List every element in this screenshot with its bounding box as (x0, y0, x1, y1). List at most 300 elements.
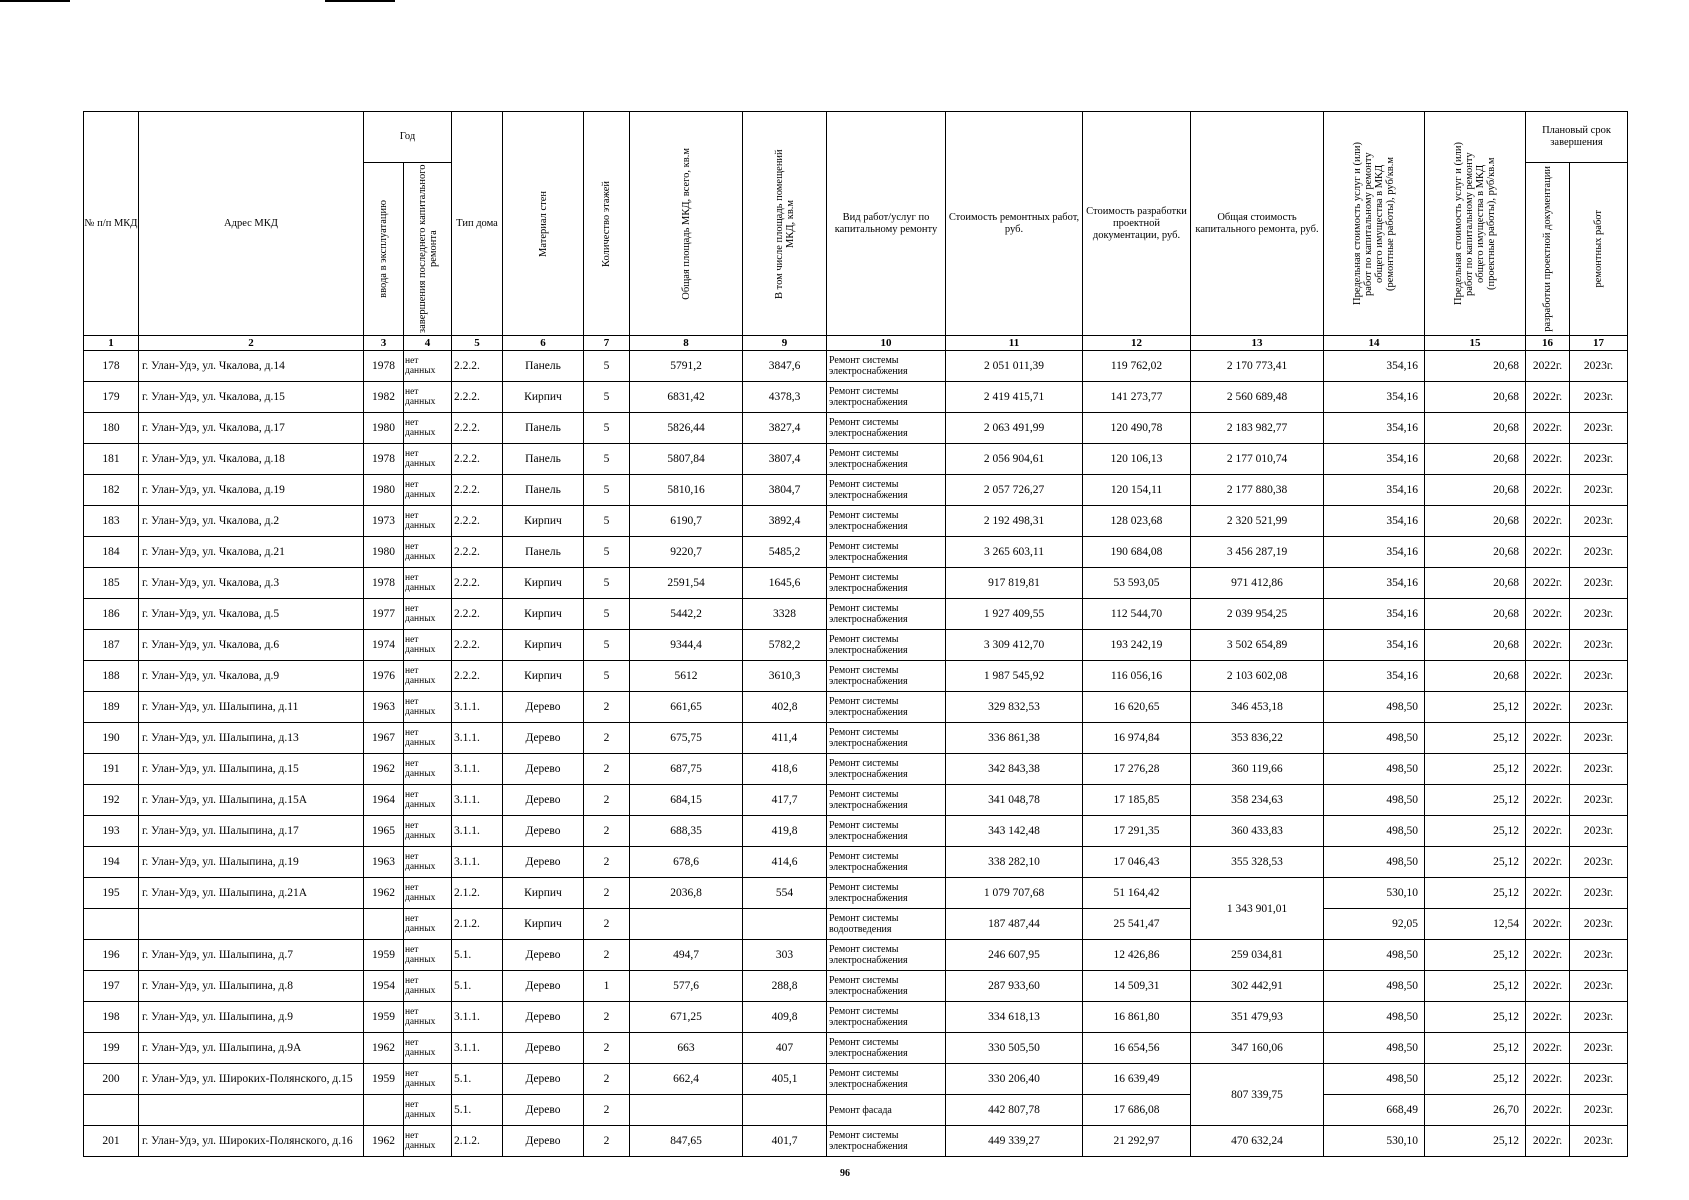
column-number: 13 (1191, 336, 1324, 351)
limit-design-cell: 25,12 (1425, 816, 1526, 847)
wall-material-cell: Панель (503, 475, 584, 506)
column-number-row (84, 336, 1628, 351)
floors-cell: 2 (584, 847, 630, 878)
total-area-cell: 2591,54 (630, 568, 743, 599)
design-cost-cell: 21 292,97 (1083, 1126, 1191, 1157)
deadline-repair-cell: 2023г. (1570, 971, 1628, 1002)
house-type-cell: 2.2.2. (452, 382, 503, 413)
year-last-repair-cell: нет данных (404, 692, 452, 723)
table-row (84, 878, 1628, 909)
design-cost-cell: 14 509,31 (1083, 971, 1191, 1002)
table-row (84, 599, 1628, 630)
limit-design-cell: 20,68 (1425, 351, 1526, 382)
address-cell: г. Улан-Удэ, ул. Чкалова, д.2 (139, 506, 364, 537)
design-cost-cell: 120 490,78 (1083, 413, 1191, 444)
deadline-design-cell: 2022г. (1526, 630, 1570, 661)
year-commission-cell: 1980 (364, 413, 404, 444)
column-number: 6 (503, 336, 584, 351)
total-cost-cell: 358 234,63 (1191, 785, 1324, 816)
house-type-cell: 3.1.1. (452, 847, 503, 878)
col-deadline-design-header: разработки проектной документации (1526, 163, 1570, 336)
limit-design-cell: 26,70 (1425, 1095, 1526, 1126)
limit-repair-cell: 530,10 (1324, 878, 1425, 909)
floors-cell: 5 (584, 444, 630, 475)
premises-area-cell: 401,7 (743, 1126, 827, 1157)
address-cell: г. Улан-Удэ, ул. Шалыпина, д.17 (139, 816, 364, 847)
total-cost-cell: 355 328,53 (1191, 847, 1324, 878)
address-cell: г. Улан-Удэ, ул. Чкалова, д.17 (139, 413, 364, 444)
address-cell: г. Улан-Удэ, ул. Шалыпина, д.9 (139, 1002, 364, 1033)
wall-material-cell: Кирпич (503, 878, 584, 909)
deadline-repair-cell: 2023г. (1570, 351, 1628, 382)
year-last-repair-cell: нет данных (404, 599, 452, 630)
row-number-cell: 188 (84, 661, 139, 692)
repair-cost-cell: 329 832,53 (946, 692, 1083, 723)
year-commission-cell: 1982 (364, 382, 404, 413)
column-number: 10 (827, 336, 946, 351)
work-type-cell: Ремонт системы электроснабжения (827, 599, 946, 630)
deadline-repair-cell: 2023г. (1570, 909, 1628, 940)
table-row (84, 971, 1628, 1002)
wall-material-cell: Панель (503, 537, 584, 568)
deadline-design-cell: 2022г. (1526, 878, 1570, 909)
table-row (84, 351, 1628, 382)
repair-cost-cell: 449 339,27 (946, 1126, 1083, 1157)
deadline-repair-cell: 2023г. (1570, 816, 1628, 847)
floors-cell: 5 (584, 506, 630, 537)
deadline-design-cell: 2022г. (1526, 599, 1570, 630)
limit-design-cell: 20,68 (1425, 506, 1526, 537)
total-area-cell: 9344,4 (630, 630, 743, 661)
work-type-cell: Ремонт системы электроснабжения (827, 661, 946, 692)
repair-cost-cell: 3 265 603,11 (946, 537, 1083, 568)
limit-repair-cell: 498,50 (1324, 1033, 1425, 1064)
year-commission-cell: 1959 (364, 940, 404, 971)
wall-material-cell: Дерево (503, 785, 584, 816)
total-cost-cell: 2 320 521,99 (1191, 506, 1324, 537)
floors-cell: 5 (584, 661, 630, 692)
floors-cell: 2 (584, 909, 630, 940)
column-number: 12 (1083, 336, 1191, 351)
row-number-cell: 192 (84, 785, 139, 816)
house-type-cell: 3.1.1. (452, 723, 503, 754)
limit-design-cell: 20,68 (1425, 475, 1526, 506)
limit-design-cell: 12,54 (1425, 909, 1526, 940)
deadline-design-cell: 2022г. (1526, 847, 1570, 878)
work-type-cell: Ремонт системы электроснабжения (827, 382, 946, 413)
total-area-cell: 684,15 (630, 785, 743, 816)
design-cost-cell: 128 023,68 (1083, 506, 1191, 537)
wall-material-cell: Дерево (503, 692, 584, 723)
row-number-cell: 199 (84, 1033, 139, 1064)
total-cost-cell: 807 339,75 (1191, 1064, 1324, 1126)
address-cell: г. Улан-Удэ, ул. Шалыпина, д.13 (139, 723, 364, 754)
limit-design-cell: 25,12 (1425, 785, 1526, 816)
premises-area-cell: 414,6 (743, 847, 827, 878)
row-number-cell: 193 (84, 816, 139, 847)
total-area-cell: 847,65 (630, 1126, 743, 1157)
wall-material-cell: Дерево (503, 971, 584, 1002)
design-cost-cell: 116 056,16 (1083, 661, 1191, 692)
house-type-cell: 3.1.1. (452, 816, 503, 847)
limit-design-cell: 25,12 (1425, 940, 1526, 971)
work-type-cell: Ремонт системы электроснабжения (827, 754, 946, 785)
table-row (84, 1126, 1628, 1157)
total-cost-cell: 351 479,93 (1191, 1002, 1324, 1033)
table-row (84, 661, 1628, 692)
design-cost-cell: 141 273,77 (1083, 382, 1191, 413)
repair-cost-cell: 336 861,38 (946, 723, 1083, 754)
total-cost-cell: 2 039 954,25 (1191, 599, 1324, 630)
col-year-commission-header: ввода в эксплуатацию (364, 163, 404, 336)
repair-cost-cell: 442 807,78 (946, 1095, 1083, 1126)
deadline-repair-cell: 2023г. (1570, 599, 1628, 630)
total-area-cell: 577,6 (630, 971, 743, 1002)
year-commission-cell: 1973 (364, 506, 404, 537)
year-commission-cell: 1977 (364, 599, 404, 630)
floors-cell: 5 (584, 568, 630, 599)
floors-cell: 5 (584, 599, 630, 630)
total-cost-cell: 360 119,66 (1191, 754, 1324, 785)
row-number-cell: 195 (84, 878, 139, 909)
work-type-cell: Ремонт системы электроснабжения (827, 1033, 946, 1064)
premises-area-cell: 288,8 (743, 971, 827, 1002)
wall-material-cell: Кирпич (503, 382, 584, 413)
table-row (84, 1064, 1628, 1095)
floors-cell: 5 (584, 351, 630, 382)
row-number-cell: 201 (84, 1126, 139, 1157)
house-type-cell: 2.1.2. (452, 1126, 503, 1157)
row-number-cell: 187 (84, 630, 139, 661)
repair-cost-cell: 917 819,81 (946, 568, 1083, 599)
total-area-cell: 5826,44 (630, 413, 743, 444)
premises-area-cell: 417,7 (743, 785, 827, 816)
year-last-repair-cell: нет данных (404, 878, 452, 909)
limit-repair-cell: 498,50 (1324, 754, 1425, 785)
year-last-repair-cell: нет данных (404, 1095, 452, 1126)
year-last-repair-cell: нет данных (404, 1126, 452, 1157)
premises-area-cell: 554 (743, 878, 827, 909)
floors-cell: 2 (584, 1002, 630, 1033)
limit-repair-cell: 668,49 (1324, 1095, 1425, 1126)
year-last-repair-cell: нет данных (404, 1033, 452, 1064)
column-number: 1 (84, 336, 139, 351)
col-work-type-header: Вид работ/услуг по капитальному ремонту (827, 112, 946, 336)
design-cost-cell: 120 106,13 (1083, 444, 1191, 475)
year-commission-cell: 1959 (364, 1002, 404, 1033)
work-type-cell: Ремонт системы водоотведения (827, 909, 946, 940)
deadline-repair-cell: 2023г. (1570, 847, 1628, 878)
work-type-cell: Ремонт системы электроснабжения (827, 1002, 946, 1033)
total-area-cell: 688,35 (630, 816, 743, 847)
table-row (84, 382, 1628, 413)
total-cost-cell: 2 177 010,74 (1191, 444, 1324, 475)
work-type-cell: Ремонт системы электроснабжения (827, 1064, 946, 1095)
address-cell: г. Улан-Удэ, ул. Чкалова, д.9 (139, 661, 364, 692)
limit-design-cell: 25,12 (1425, 723, 1526, 754)
floors-cell: 5 (584, 382, 630, 413)
limit-repair-cell: 354,16 (1324, 506, 1425, 537)
year-commission-cell (364, 1095, 404, 1126)
wall-material-cell: Дерево (503, 1033, 584, 1064)
work-type-cell: Ремонт системы электроснабжения (827, 537, 946, 568)
house-type-cell: 3.1.1. (452, 754, 503, 785)
house-type-cell: 3.1.1. (452, 1033, 503, 1064)
column-number: 2 (139, 336, 364, 351)
row-number-cell: 191 (84, 754, 139, 785)
year-last-repair-cell: нет данных (404, 816, 452, 847)
address-cell (139, 1095, 364, 1126)
total-cost-cell: 470 632,24 (1191, 1126, 1324, 1157)
house-type-cell: 2.2.2. (452, 599, 503, 630)
work-type-cell: Ремонт системы электроснабжения (827, 692, 946, 723)
column-number: 5 (452, 336, 503, 351)
deadline-repair-cell: 2023г. (1570, 1033, 1628, 1064)
deadline-repair-cell: 2023г. (1570, 940, 1628, 971)
repair-cost-cell: 287 933,60 (946, 971, 1083, 1002)
year-last-repair-cell: нет данных (404, 661, 452, 692)
wall-material-cell: Панель (503, 413, 584, 444)
design-cost-cell: 120 154,11 (1083, 475, 1191, 506)
repair-cost-cell: 246 607,95 (946, 940, 1083, 971)
year-commission-cell: 1978 (364, 444, 404, 475)
year-commission-cell: 1963 (364, 847, 404, 878)
limit-repair-cell: 354,16 (1324, 537, 1425, 568)
total-cost-cell: 3 502 654,89 (1191, 630, 1324, 661)
deadline-design-cell: 2022г. (1526, 568, 1570, 599)
year-commission-cell: 1962 (364, 754, 404, 785)
design-cost-cell: 12 426,86 (1083, 940, 1191, 971)
wall-material-cell: Дерево (503, 816, 584, 847)
col-year-group-header: Год (364, 112, 452, 163)
deadline-repair-cell: 2023г. (1570, 1064, 1628, 1095)
year-commission-cell: 1963 (364, 692, 404, 723)
deadline-repair-cell: 2023г. (1570, 475, 1628, 506)
premises-area-cell: 3807,4 (743, 444, 827, 475)
house-type-cell: 2.1.2. (452, 909, 503, 940)
total-area-cell: 663 (630, 1033, 743, 1064)
table-header (84, 112, 1628, 351)
work-type-cell: Ремонт системы электроснабжения (827, 940, 946, 971)
total-cost-cell: 346 453,18 (1191, 692, 1324, 723)
col-total-area-header: Общая площадь МКД, всего, кв.м (630, 112, 743, 336)
address-cell: г. Улан-Удэ, ул. Широких-Полянского, д.15 (139, 1064, 364, 1095)
work-type-cell: Ремонт системы электроснабжения (827, 413, 946, 444)
column-number: 3 (364, 336, 404, 351)
table-row (84, 444, 1628, 475)
deadline-design-cell: 2022г. (1526, 723, 1570, 754)
address-cell: г. Улан-Удэ, ул. Шалыпина, д.21А (139, 878, 364, 909)
year-commission-cell: 1976 (364, 661, 404, 692)
total-area-cell: 6190,7 (630, 506, 743, 537)
address-cell: г. Улан-Удэ, ул. Шалыпина, д.19 (139, 847, 364, 878)
row-number-cell: 179 (84, 382, 139, 413)
limit-design-cell: 25,12 (1425, 1064, 1526, 1095)
total-cost-cell: 971 412,86 (1191, 568, 1324, 599)
premises-area-cell (743, 1095, 827, 1126)
work-type-cell: Ремонт системы электроснабжения (827, 630, 946, 661)
deadline-design-cell: 2022г. (1526, 816, 1570, 847)
total-area-cell: 5612 (630, 661, 743, 692)
design-cost-cell: 17 276,28 (1083, 754, 1191, 785)
column-number: 4 (404, 336, 452, 351)
design-cost-cell: 17 046,43 (1083, 847, 1191, 878)
deadline-repair-cell: 2023г. (1570, 444, 1628, 475)
year-last-repair-cell: нет данных (404, 537, 452, 568)
repair-cost-cell: 330 206,40 (946, 1064, 1083, 1095)
wall-material-cell: Дерево (503, 1126, 584, 1157)
year-commission-cell: 1980 (364, 475, 404, 506)
table-row (84, 506, 1628, 537)
row-number-cell: 180 (84, 413, 139, 444)
floors-cell: 2 (584, 1033, 630, 1064)
premises-area-cell: 411,4 (743, 723, 827, 754)
premises-area-cell: 3610,3 (743, 661, 827, 692)
year-commission-cell: 1967 (364, 723, 404, 754)
floors-cell: 5 (584, 413, 630, 444)
deadline-design-cell: 2022г. (1526, 351, 1570, 382)
row-number-cell: 178 (84, 351, 139, 382)
address-cell: г. Улан-Удэ, ул. Шалыпина, д.15А (139, 785, 364, 816)
repair-cost-cell: 1 927 409,55 (946, 599, 1083, 630)
deadline-repair-cell: 2023г. (1570, 537, 1628, 568)
total-cost-cell: 2 170 773,41 (1191, 351, 1324, 382)
floors-cell: 2 (584, 754, 630, 785)
limit-repair-cell: 354,16 (1324, 444, 1425, 475)
floors-cell: 2 (584, 723, 630, 754)
deadline-repair-cell: 2023г. (1570, 878, 1628, 909)
limit-design-cell: 25,12 (1425, 1033, 1526, 1064)
deadline-design-cell: 2022г. (1526, 940, 1570, 971)
limit-repair-cell: 354,16 (1324, 661, 1425, 692)
table-row (84, 940, 1628, 971)
premises-area-cell: 405,1 (743, 1064, 827, 1095)
deadline-repair-cell: 2023г. (1570, 692, 1628, 723)
limit-repair-cell: 498,50 (1324, 816, 1425, 847)
limit-design-cell: 20,68 (1425, 568, 1526, 599)
premises-area-cell: 407 (743, 1033, 827, 1064)
house-type-cell: 5.1. (452, 1095, 503, 1126)
year-commission-cell: 1980 (364, 537, 404, 568)
work-type-cell: Ремонт системы электроснабжения (827, 816, 946, 847)
year-commission-cell: 1959 (364, 1064, 404, 1095)
premises-area-cell: 3827,4 (743, 413, 827, 444)
work-type-cell: Ремонт системы электроснабжения (827, 785, 946, 816)
wall-material-cell: Дерево (503, 1064, 584, 1095)
address-cell: г. Улан-Удэ, ул. Чкалова, д.3 (139, 568, 364, 599)
table-row (84, 537, 1628, 568)
year-last-repair-cell: нет данных (404, 382, 452, 413)
year-commission-cell (364, 909, 404, 940)
repair-cost-cell: 342 843,38 (946, 754, 1083, 785)
premises-area-cell: 1645,6 (743, 568, 827, 599)
col-repair-cost-header: Стоимость ремонтных работ, руб. (946, 112, 1083, 336)
wall-material-cell: Кирпич (503, 568, 584, 599)
deadline-design-cell: 2022г. (1526, 506, 1570, 537)
deadline-repair-cell: 2023г. (1570, 568, 1628, 599)
year-commission-cell: 1954 (364, 971, 404, 1002)
repair-cost-cell: 2 192 498,31 (946, 506, 1083, 537)
floors-cell: 2 (584, 816, 630, 847)
year-commission-cell: 1962 (364, 878, 404, 909)
total-cost-cell: 2 183 982,77 (1191, 413, 1324, 444)
year-last-repair-cell: нет данных (404, 351, 452, 382)
table-row (84, 568, 1628, 599)
design-cost-cell: 16 639,49 (1083, 1064, 1191, 1095)
col-house-type-header: Тип дома (452, 112, 503, 336)
year-last-repair-cell: нет данных (404, 785, 452, 816)
design-cost-cell: 119 762,02 (1083, 351, 1191, 382)
wall-material-cell: Панель (503, 444, 584, 475)
total-cost-cell: 347 160,06 (1191, 1033, 1324, 1064)
limit-design-cell: 20,68 (1425, 444, 1526, 475)
year-last-repair-cell: нет данных (404, 847, 452, 878)
wall-material-cell: Кирпич (503, 599, 584, 630)
limit-design-cell: 20,68 (1425, 630, 1526, 661)
deadline-repair-cell: 2023г. (1570, 1095, 1628, 1126)
deadline-repair-cell: 2023г. (1570, 506, 1628, 537)
repair-cost-cell: 2 063 491,99 (946, 413, 1083, 444)
house-type-cell: 2.2.2. (452, 413, 503, 444)
row-number-cell (84, 1095, 139, 1126)
address-cell: г. Улан-Удэ, ул. Чкалова, д.6 (139, 630, 364, 661)
year-last-repair-cell: нет данных (404, 630, 452, 661)
table-row (84, 1002, 1628, 1033)
year-commission-cell: 1974 (364, 630, 404, 661)
design-cost-cell: 17 686,08 (1083, 1095, 1191, 1126)
house-type-cell: 2.2.2. (452, 568, 503, 599)
repair-cost-cell: 1 079 707,68 (946, 878, 1083, 909)
total-area-cell: 9220,7 (630, 537, 743, 568)
total-area-cell (630, 1095, 743, 1126)
col-limit-repair-header: Предельная стоимость услуг и (или) работ по капитальному ремонту общего имущества в МКД (ремонтные работы), руб/кв.м (1324, 112, 1425, 336)
capital-repair-table-page (83, 111, 1628, 1157)
house-type-cell: 2.1.2. (452, 878, 503, 909)
limit-repair-cell: 498,50 (1324, 940, 1425, 971)
house-type-cell: 2.2.2. (452, 537, 503, 568)
deadline-design-cell: 2022г. (1526, 475, 1570, 506)
limit-repair-cell: 530,10 (1324, 1126, 1425, 1157)
design-cost-cell: 112 544,70 (1083, 599, 1191, 630)
deadline-design-cell: 2022г. (1526, 413, 1570, 444)
year-last-repair-cell: нет данных (404, 444, 452, 475)
work-type-cell: Ремонт системы электроснабжения (827, 878, 946, 909)
limit-repair-cell: 354,16 (1324, 630, 1425, 661)
column-number: 16 (1526, 336, 1570, 351)
limit-repair-cell: 498,50 (1324, 971, 1425, 1002)
deadline-repair-cell: 2023г. (1570, 1002, 1628, 1033)
limit-design-cell: 20,68 (1425, 537, 1526, 568)
table-row (84, 723, 1628, 754)
column-number: 8 (630, 336, 743, 351)
wall-material-cell: Дерево (503, 723, 584, 754)
design-cost-cell: 190 684,08 (1083, 537, 1191, 568)
floors-cell: 5 (584, 475, 630, 506)
col-total-cost-header: Общая стоимость капитального ремонта, руб. (1191, 112, 1324, 336)
design-cost-cell: 53 593,05 (1083, 568, 1191, 599)
deadline-design-cell: 2022г. (1526, 1095, 1570, 1126)
deadline-repair-cell: 2023г. (1570, 382, 1628, 413)
limit-repair-cell: 498,50 (1324, 847, 1425, 878)
deadline-design-cell: 2022г. (1526, 1064, 1570, 1095)
total-area-cell: 5810,16 (630, 475, 743, 506)
year-last-repair-cell: нет данных (404, 475, 452, 506)
address-cell: г. Улан-Удэ, ул. Чкалова, д.14 (139, 351, 364, 382)
row-number-cell: 190 (84, 723, 139, 754)
design-cost-cell: 16 620,65 (1083, 692, 1191, 723)
limit-design-cell: 25,12 (1425, 847, 1526, 878)
col-address-header: Адрес МКД (139, 112, 364, 336)
